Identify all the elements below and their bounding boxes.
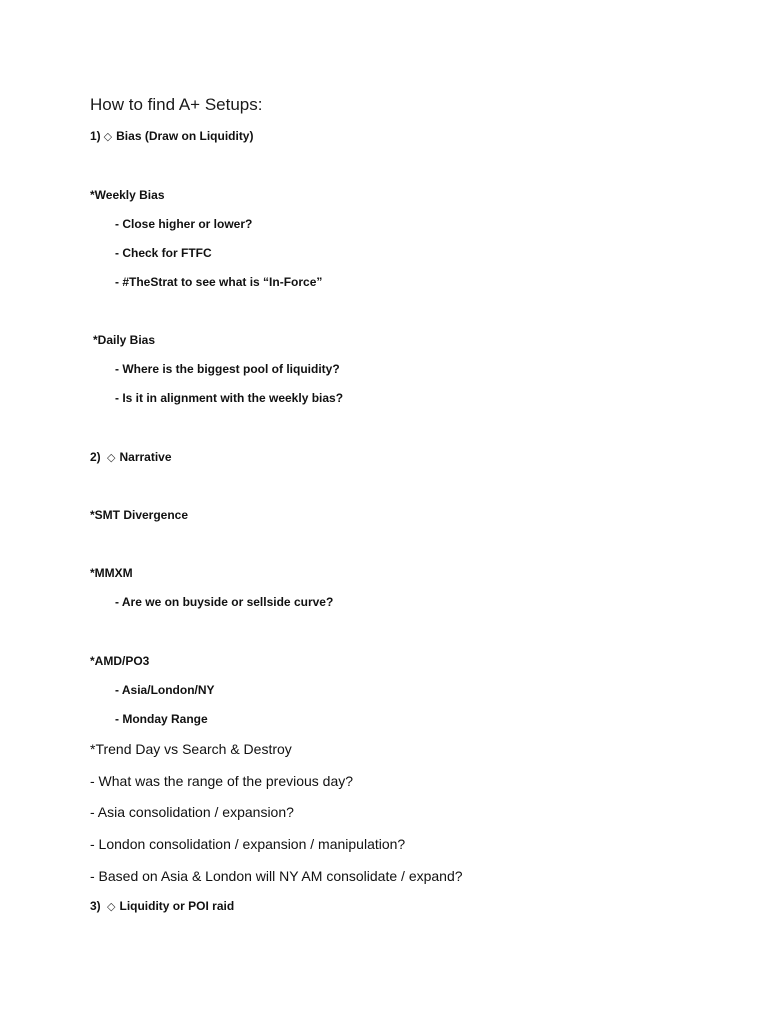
smt-divergence-heading: *SMT Divergence [90,508,189,522]
mmxm-item: - Are we on buyside or sellside curve? [115,595,334,609]
amd-po3-item: - Asia/London/NY [115,683,215,697]
step-3-label: Liquidity or POI raid [119,899,235,913]
diamond-bullet-icon: ◇ [103,131,113,143]
step-1-label: Bias (Draw on Liquidity) [116,129,254,143]
step-3 [90,900,234,913]
page-title: How to find A+ Setups: [90,95,263,114]
step-1 [90,130,253,143]
step-1-number: 1) [90,129,101,143]
step-2-number: 2) [90,450,101,464]
weekly-bias-item: - #TheStrat to see what is “In-Force” [115,275,323,289]
daily-bias-heading: *Daily Bias [93,333,156,347]
weekly-bias-heading: *Weekly Bias [90,188,165,202]
mmxm-heading: *MMXM [90,566,133,580]
trend-day-item: - Based on Asia & London will NY AM consolidate / expand? [90,868,463,884]
weekly-bias-item: - Check for FTFC [115,246,212,260]
diamond-bullet-icon: ◇ [107,901,116,913]
step-2 [90,451,172,464]
step-2-label: Narrative [119,450,172,464]
daily-bias-item: - Where is the biggest pool of liquidity? [115,362,340,376]
trend-day-item: - London consolidation / expansion / manipulation? [90,836,406,852]
weekly-bias-item: - Close higher or lower? [115,217,253,231]
trend-day-item: - What was the range of the previous day? [90,773,354,789]
trend-day-heading: *Trend Day vs Search & Destroy [90,741,292,757]
trend-day-item: - Asia consolidation / expansion? [90,804,294,820]
step-3-number: 3) [90,899,101,913]
amd-po3-item: - Monday Range [115,712,208,726]
diamond-bullet-icon: ◇ [107,452,116,464]
amd-po3-heading: *AMD/PO3 [90,654,150,668]
daily-bias-item: - Is it in alignment with the weekly bias? [115,391,344,405]
